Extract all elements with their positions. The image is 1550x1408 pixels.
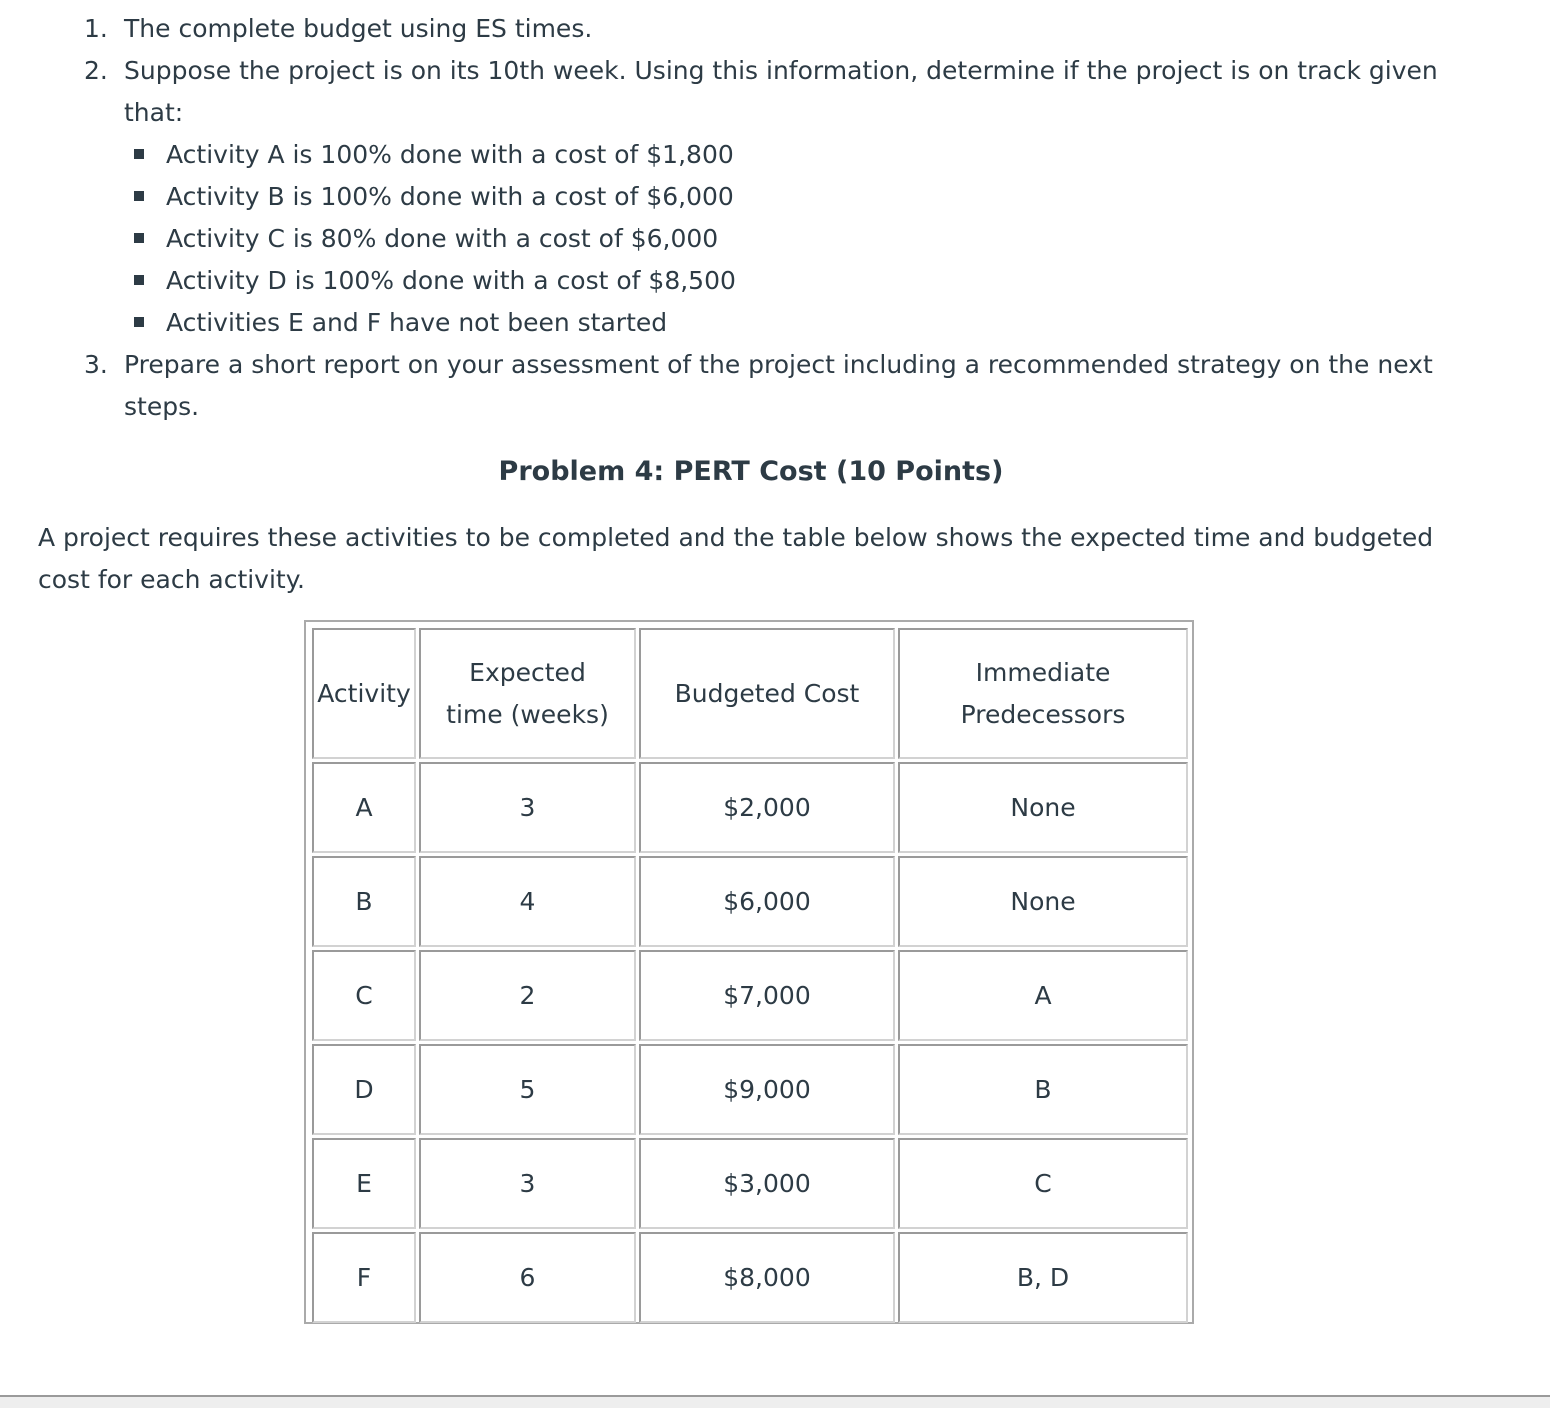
cell-activity: B	[312, 856, 416, 947]
cell-predecessors: None	[898, 762, 1188, 853]
cell-expected-time: 3	[419, 762, 636, 853]
status-text: Activity C is 80% done with a cost of $6,000	[166, 224, 719, 253]
cell-budgeted-cost: $9,000	[639, 1044, 895, 1135]
cell-budgeted-cost: $8,000	[639, 1232, 895, 1323]
table-row	[312, 1232, 1188, 1323]
cell-predecessors: B, D	[898, 1232, 1188, 1323]
task-list	[84, 8, 1464, 428]
task-text: Prepare a short report on your assessment of the project including a recommended strategy on the next steps.	[124, 350, 1433, 421]
task-number: 1.	[84, 14, 108, 43]
cell-predecessors: None	[898, 856, 1188, 947]
header-budgeted-cost: Budgeted Cost	[639, 628, 895, 759]
cell-expected-time: 2	[419, 950, 636, 1041]
cell-expected-time: 4	[419, 856, 636, 947]
table-row	[312, 856, 1188, 947]
table-header-row	[312, 628, 1188, 759]
cell-predecessors: A	[898, 950, 1188, 1041]
square-bullet-icon	[134, 233, 144, 243]
status-bullet	[134, 176, 1464, 218]
square-bullet-icon	[134, 191, 144, 201]
status-bullet-list	[124, 134, 1464, 344]
square-bullet-icon	[134, 149, 144, 159]
page-bottom-divider	[0, 1395, 1550, 1408]
cell-budgeted-cost: $7,000	[639, 950, 895, 1041]
cell-activity: D	[312, 1044, 416, 1135]
cell-predecessors: C	[898, 1138, 1188, 1229]
cell-activity: F	[312, 1232, 416, 1323]
cell-predecessors: B	[898, 1044, 1188, 1135]
square-bullet-icon	[134, 275, 144, 285]
cell-budgeted-cost: $2,000	[639, 762, 895, 853]
cell-expected-time: 3	[419, 1138, 636, 1229]
cell-expected-time: 6	[419, 1232, 636, 1323]
table-row	[312, 1044, 1188, 1135]
header-immediate-predecessors: Immediate Predecessors	[898, 628, 1188, 759]
pert-table-frame	[304, 620, 1194, 1324]
status-bullet	[134, 218, 1464, 260]
status-text: Activity D is 100% done with a cost of $8,500	[166, 266, 736, 295]
cell-activity: E	[312, 1138, 416, 1229]
problem-title: Problem 4: PERT Cost (10 Points)	[498, 456, 1004, 487]
cell-expected-time: 5	[419, 1044, 636, 1135]
status-text: Activity B is 100% done with a cost of $6,000	[166, 182, 734, 211]
task-item	[84, 50, 1464, 344]
header-activity: Activity	[312, 628, 416, 759]
cell-activity: C	[312, 950, 416, 1041]
status-bullet	[134, 302, 1464, 344]
status-text: Activities E and F have not been started	[166, 308, 668, 337]
cell-budgeted-cost: $6,000	[639, 856, 895, 947]
task-item	[84, 344, 1464, 428]
cell-budgeted-cost: $3,000	[639, 1138, 895, 1229]
task-text: Suppose the project is on its 10th week. Using this information, determine if the project is on track given that:	[124, 56, 1438, 127]
task-text: The complete budget using ES times.	[124, 14, 593, 43]
table-row	[312, 762, 1188, 853]
table-row	[312, 1138, 1188, 1229]
status-bullet	[134, 260, 1464, 302]
status-text: Activity A is 100% done with a cost of $1,800	[166, 140, 734, 169]
task-number: 3.	[84, 350, 108, 379]
task-number: 2.	[84, 56, 108, 85]
pert-cost-table	[309, 625, 1191, 1326]
task-item	[84, 8, 1464, 50]
square-bullet-icon	[134, 317, 144, 327]
cell-activity: A	[312, 762, 416, 853]
table-row	[312, 950, 1188, 1041]
intro-paragraph: A project requires these activities to be completed and the table below shows the expected time and budgeted cost for each activity.	[38, 523, 1434, 594]
status-bullet	[134, 134, 1464, 176]
header-expected-time: Expected time (weeks)	[419, 628, 636, 759]
